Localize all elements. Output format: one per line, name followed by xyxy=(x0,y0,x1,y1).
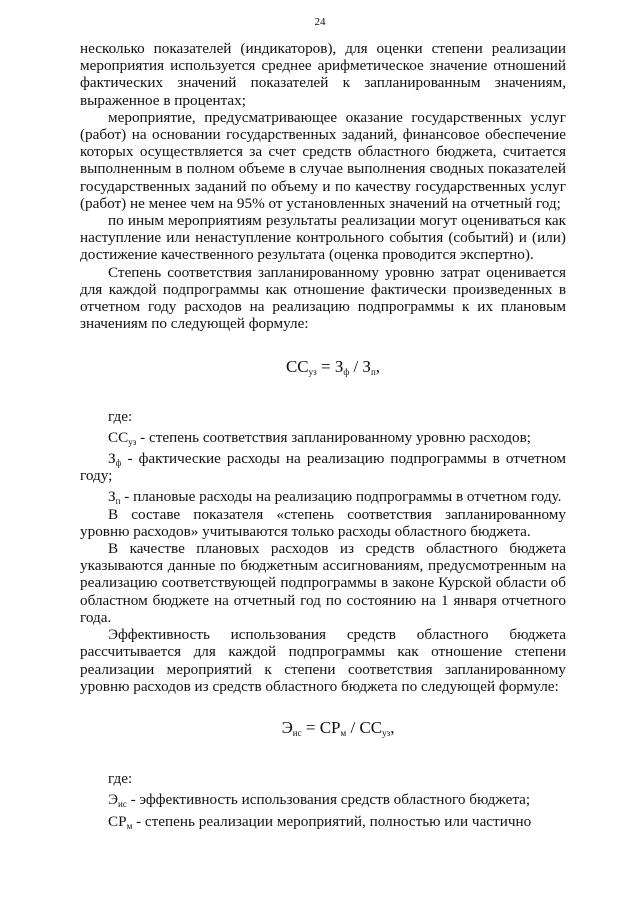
paragraph-2: мероприятие, предусматривающее оказание государственных услуг (работ) на основании государственных заданий, финансовое обеспечение которых осуществляется за счет средств областного бюджета, считается выполненным в полном объеме в случае выполнения сводных показателей государственных заданий по объему и по качеству государственных услуг (работ) не менее чем на 95% от установленных значений на отчетный год; xyxy=(80,108,566,212)
definition-sr-m: $СР_м$ - степень реализации мероприятий, полностью или частично xyxy=(108,812,532,831)
paragraph-1: несколько показателей (индикаторов), для оценки степени реализации мероприятия используется среднее арифметическое значение отношений фактических значений показателей к запланированным значениям, выраженное в процентах; xyxy=(80,40,566,109)
definition-z-f: $З_ф$ - фактические расходы на реализацию подпрограммы в отчетном году; xyxy=(80,450,566,485)
body-text xyxy=(80,40,566,830)
definition-z-p: $З_п$ - плановые расходы на реализацию подпрограммы в отчетном году. xyxy=(108,488,562,507)
definition-ss-uz: $СС_{уз}$ - степень соответствия запланированному уровню расходов; xyxy=(108,428,531,447)
where-label-2: где: xyxy=(108,770,133,788)
paragraph-7: Эффективность использования средств областного бюджета рассчитывается для каждой подпрограммы как отношение степени реализации мероприятий к степени соответствия запланированному уровню расходов из средств областного бюджета по следующей формуле: xyxy=(80,626,566,695)
paragraph-5: В составе показателя «степень соответствия запланированному уровню расходов» учитываются только расходы областного бюджета. xyxy=(80,505,566,540)
paragraph-4: Степень соответствия запланированному уровню затрат оценивается для каждой подпрограммы как отношение фактически произведенных в отчетном году расходов на реализацию подпрограммы к их плановым значениям по следующей формуле: xyxy=(80,263,566,333)
paragraph-6: В качестве плановых расходов из средств областного бюджета указываются данные по бюджетным ассигнованиям, предусмотренным на реализацию соответствующей подпрограммы в законе Курской области об областном бюджете на отчетный год по состоянию на 1 января отчетного года. xyxy=(80,540,566,626)
paragraph-3: по иным мероприятиям результаты реализации могут оцениваться как наступление или ненаступление контрольного события (событий) и (или) достижение качественного результата (оценка проводится экспертно). xyxy=(80,212,566,264)
page-number: 24 xyxy=(314,16,326,28)
definition-e-is: $Э_{ис}$ - эффективность использования средств областного бюджета; xyxy=(108,791,531,810)
where-label-1: где: xyxy=(108,407,133,425)
formula-cost-compliance: $СС_{уз} = З_ф / З_п$, xyxy=(285,357,381,378)
formula-budget-efficiency: $Э_{ис} = СР_м / СС_{уз}$, xyxy=(281,717,395,738)
